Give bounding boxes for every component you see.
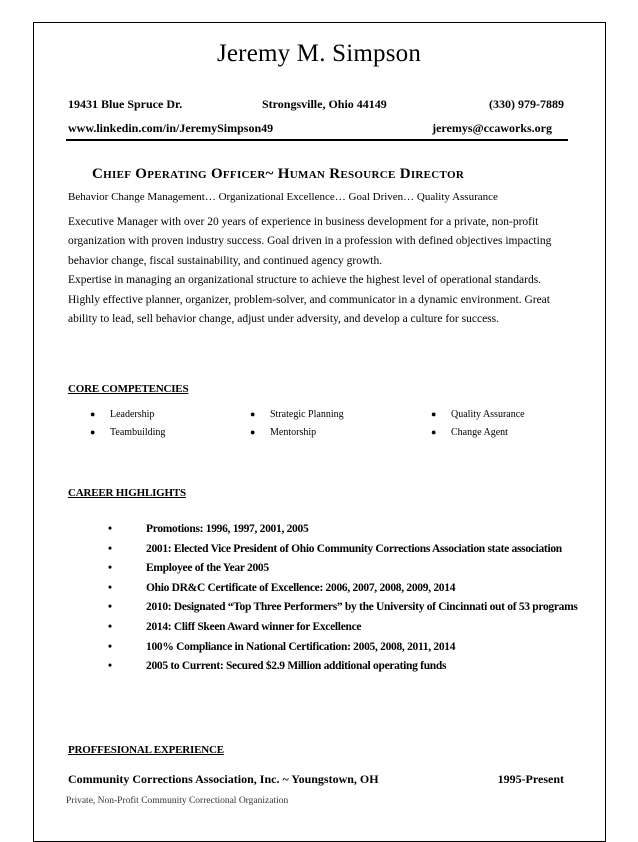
bullet-icon: • [108,620,112,633]
street-address: 19431 Blue Spruce Dr. [68,97,183,111]
employment-dates: 1995-Present [497,772,564,786]
email-link[interactable]: jeremys@ccaworks.org [432,121,552,135]
bullet-icon: • [108,640,112,653]
bullet-icon: • [108,523,112,535]
experience-heading: PROFFESIONAL EXPERIENCE [68,744,224,756]
summary-paragraph-1: Executive Manager with over 20 years of experience in business development for a private, non-profit organization with proven industry success. Goal driven in a profession with defined objectives impacting behavior change, fiscal sustainability, and continued agency growth. [68,216,552,267]
competencies-heading: CORE COMPETENCIES [68,383,189,395]
bullet-icon: • [108,601,112,614]
highlights-heading: CAREER HIGHLIGHTS [68,487,186,499]
organization-type: Private, Non-Profit Community Correctional Organization [66,796,289,806]
highlight-item: • 100% Compliance in National Certification: 2005, 2008, 2011, 2014 [108,638,578,658]
bullet-icon: ● [90,427,96,437]
bullet-icon: ● [431,427,437,437]
phone-number: (330) 979-7889 [489,97,564,111]
bullet-icon: • [108,542,112,555]
candidate-name: Jeremy M. Simpson [216,40,422,67]
highlights-list [108,520,578,677]
highlight-item: • 2005 to Current: Secured $2.9 Million additional operating funds [108,657,578,677]
linkedin-link[interactable]: www.linkedin.com/in/JeremySimpson49 [68,121,274,135]
bullet-icon: • [108,660,112,673]
highlight-item: • Employee of the Year 2005 [108,559,578,579]
highlight-item: • Ohio DR&C Certificate of Excellence: 2006, 2007, 2008, 2009, 2014 [108,579,578,599]
bullet-icon: ● [90,409,96,419]
highlight-item: • 2001: Elected Vice President of Ohio Community Corrections Association state association [108,540,578,560]
city-state-zip: Strongsville, Ohio 44149 [262,97,387,111]
bullet-icon: ● [431,409,437,419]
summary [68,213,574,329]
employer-name: Community Corrections Association, Inc. ~ Youngstown, OH [68,772,379,786]
highlight-item: • 2014: Cliff Skeen Award winner for Excellence [108,618,578,638]
objective-title: Chief Operating Officer~ Human Resource Director [92,166,465,182]
bullet-icon: • [108,562,112,575]
objective-subtitle: Behavior Change Management… Organizational Excellence… Goal Driven… Quality Assurance [68,191,498,203]
bullet-icon: • [108,581,112,594]
header-divider [66,139,568,141]
highlight-item: • Promotions: 1996, 1997, 2001, 2005 [108,520,578,540]
highlight-item: • 2010: Designated “Top Three Performers” by the University of Cincinnati out of 53 programs [108,598,578,618]
bullet-icon: ● [250,409,256,419]
bullet-icon: ● [250,427,256,437]
summary-paragraph-2: Expertise in managing an organizational structure to achieve the highest level of operational standards. Highly effective planner, organizer, problem-solver, and communicator in a dynamic environment. Great ability to lead, sell behavior change, adjust under adversity, and develop a culture for success. [68,274,550,326]
